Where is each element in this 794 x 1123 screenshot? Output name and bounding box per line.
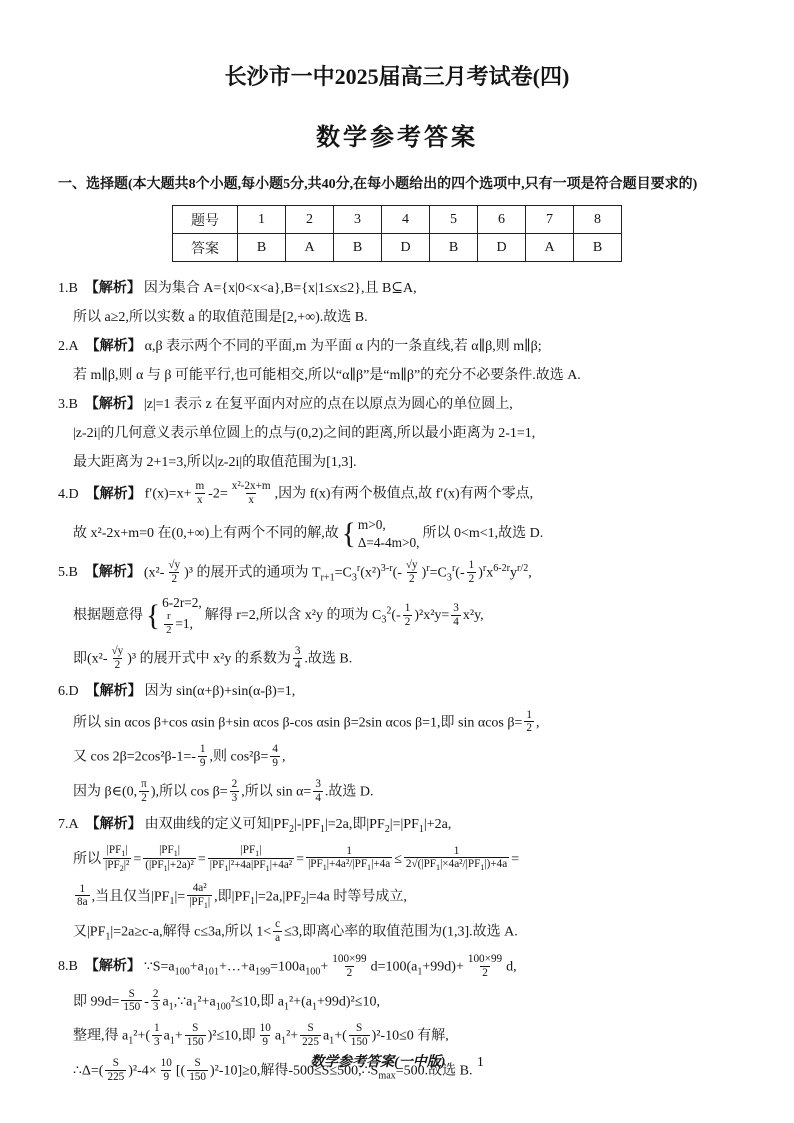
answer-cell: B: [334, 234, 382, 262]
page-number: 1: [476, 1055, 484, 1070]
fraction: $\frac{S}{225}$: [107, 1057, 125, 1083]
fraction: $\frac{100\times 99}{2}$: [332, 952, 367, 979]
solution-line: 根据题意得 { 6-2r=2, $\frac{r}{2}$ =1, 解得 r=2,所以含 x²y 的项为 $C_3^2(-$ $\frac{1}{2}$ )²x²y= $\frac{3}{4}$ x²y,: [58, 594, 736, 637]
solution-block: [58, 336, 736, 386]
solution-label: 8.B: [58, 959, 78, 975]
fraction: $\frac{S}{150}$: [189, 1057, 206, 1083]
solution-line: 5.B 【解析】 (x²- $\frac{√y}{2}$ )³ 的展开式的通项为 $T_{r+1}=C_3^r(x^2)^{3-r}(-$ $\frac{√y}{2}$ )$^r=C_3^r(-$ $\frac{1}{2}$ )$^rx^{6-2r}y^{r/2}$,: [58, 558, 532, 585]
solution-line: 7.A 【解析】 由双曲线的定义可知$|PF_2|-|PF_1|=2a$,即$|PF_2|=|PF_1|+2a$,: [58, 816, 452, 835]
analysis-tag: 【解析】: [85, 816, 142, 832]
fraction: $\frac{√y}{2}$: [168, 558, 181, 585]
fraction: $\frac{m}{x}$: [195, 480, 205, 506]
solution-block: [58, 814, 736, 946]
fraction: $\frac{S}{150}$: [350, 1022, 368, 1049]
solution-line: 若 m∥β,则 α 与 β 可能平行,也可能相交,所以“α∥β”是“m∥β”的充分不必要条件.故选 A.: [73, 368, 581, 383]
fraction: $\frac{3}{4}$: [315, 778, 321, 804]
solution-line: 整理,得 $a_1^2+$( $\frac{1}{3}$ $a_1+$ $\frac{S}{150}$ )²≤10,即 $\frac{10}{9}$ $a_1^2+$ $\frac{S}{225}$ $a_1+$( $\frac{S}{150}$ )²-10≤0 有解,: [73, 1022, 449, 1049]
fraction: $\frac{1}{2}$: [468, 558, 475, 585]
solution-label: 3.B: [58, 397, 78, 412]
fraction: $\frac{1}{|PF_1|+4a^2/|PF_1|+4a}$: [308, 844, 391, 873]
row-header-answer: 答案: [173, 234, 238, 262]
fraction: $\frac{3}{4}$: [294, 644, 301, 671]
footer-label: 数学参考答案(一中版): [310, 1055, 446, 1070]
analysis-tag: 【解析】: [84, 959, 141, 975]
fraction: $\frac{1}{3}$: [154, 1022, 160, 1049]
solution-label: 5.B: [58, 565, 78, 581]
answer-cell: B: [430, 234, 478, 262]
answer-row: [173, 234, 622, 262]
analysis-tag: 【解析】: [84, 565, 141, 581]
solution-line: 即 99d= $\frac{S}{150}$ - $\frac{2}{3}$ $a_1,\because a_1^2+a_{100}^2\le 10$,即 $a_1^2+(a_1+99d)^2\le 10$,: [73, 987, 380, 1014]
fraction: $\frac{|PF_1|}{|PF_1|^2+4a|PF_1|+4a^2}$: [209, 843, 293, 874]
solution-line: 所以 $\frac{|PF_1|}{|PF_2|^2}$ = $\frac{|PF_1|}{(|PF_1|+2a)^2}$ = $\frac{|PF_1|}{|PF_1|^2+4a|PF_1|+4a^2}$ = $\frac{1}{|PF_1|+4a^2/|PF_1|+4a}$ ≤ $\frac{1}{2√(|PF_1|\times 4a^2/|PF_1|)+4a}$ =: [73, 843, 520, 874]
analysis-tag: 【解析】: [85, 339, 142, 354]
solution-line: 1.B 【解析】 因为集合 A={x|0<x<a},B={x|1≤x≤2},且 B⊆A,: [58, 281, 417, 296]
fraction: $\frac{10}{9}$: [259, 1022, 271, 1049]
solution-line: 所以 sin αcos β+cos αsin β+sin αcos β-cos αsin β=2sin αcos β=1,即 sin αcos β= $\frac{1}{2}$ ,: [73, 708, 540, 735]
fraction: $\frac{√y}{2}$: [405, 558, 418, 585]
solution-line: 又 cos 2β=2cos²β-1=- $\frac{1}{9}$ ,则 cos²β= $\frac{4}{9}$ ,: [73, 743, 286, 770]
exam-title: 长沙市一中2025届高三月考试卷(四): [224, 64, 570, 89]
choice-section-heading: 一、选择题(本大题共8个小题,每小题5分,共40分,在每小题给出的四个选项中,只有一项是符合题目要求的): [58, 177, 698, 192]
question-number-cell: 6: [478, 206, 526, 234]
solution-label: 7.A: [58, 816, 79, 832]
fraction: $\frac{|PF_1|}{|PF_2|^2}$: [105, 843, 130, 874]
fraction: $\frac{r}{2}$: [166, 611, 172, 636]
solution-label: 6.D: [58, 683, 79, 699]
question-number-cell: 1: [238, 206, 286, 234]
solution-line: 又$|PF_1|=2a\ge c-a$,解得 c≤3a,所以 1< $\frac{c}{a}$ ≤3,即离心率的取值范围为(1,3].故选 A.: [73, 918, 518, 944]
solution-line: 8.B 【解析】 $\because S=a_{100}+a_{101}+\dots+a_{199}=100a_{100}+$ $\frac{100\times 99}{2}$ $d=100(a_1+99d)+$ $\frac{100\times 99}{2}$ d,: [58, 952, 517, 979]
solution-line: 因为 β∈(0, $\frac{\pi}{2}$ ),所以 cos β= $\frac{2}{3}$ ,所以 sin α= $\frac{3}{4}$ .故选 D.: [73, 778, 374, 804]
fraction: $\frac{S}{150}$: [123, 987, 141, 1014]
solution-line: 4.D 【解析】 f′(x)=x+ $\frac{m}{x}$ -2= $\frac{\text{x²-2x+m}}{x}$ ,因为 f(x)有两个极值点,故 f′(x)有两个零点,: [58, 480, 534, 506]
solution-block: [58, 481, 736, 552]
fraction: $\frac{3}{4}$: [453, 601, 459, 628]
left-brace: {: [146, 600, 161, 633]
cases-system: { m>0, Δ=4-4m>0,: [341, 516, 420, 550]
solution-block: [58, 278, 736, 328]
fraction: $\frac{S}{150}$: [186, 1022, 204, 1049]
solution-line: ∴Δ=( $\frac{S}{225}$ )²-4× $\frac{10}{9}$ [( $\frac{S}{150}$ )²-10]≥0,解得$-500\le S\le 500,\therefore S_{max}=500$.故选 B.: [73, 1057, 473, 1083]
answer-table: [172, 205, 622, 262]
fraction: $\frac{2}{3}$: [152, 987, 159, 1014]
solution-line: 最大距离为 2+1=3,所以|z-2i|的取值范围为[1,3].: [73, 455, 357, 470]
fraction: $\frac{|PF_1|}{(|PF_1|+2a)^2}$: [145, 843, 194, 874]
solution-label: 1.B: [58, 281, 78, 296]
fraction: $\frac{√y}{2}$: [111, 644, 124, 671]
fraction: $\frac{\text{x²-2x+m}}{x}$: [231, 480, 271, 506]
fraction: $\frac{1}{2√(|PF_1|\times 4a^2/|PF_1|)+4a}$: [405, 844, 508, 873]
fraction: $\frac{\text{4a²}}{|PF_1|}$: [189, 881, 211, 910]
solution-block: [58, 560, 736, 673]
left-brace: {: [341, 517, 356, 550]
answer-cell: D: [382, 234, 430, 262]
answer-cell: B: [574, 234, 622, 262]
fraction: $\frac{2}{3}$: [231, 778, 238, 804]
question-number-cell: 3: [334, 206, 382, 234]
analysis-tag: 【解析】: [84, 281, 141, 296]
solution-line: 6.D 【解析】 因为 sin(α+β)+sin(α-β)=1,: [58, 683, 296, 699]
solution-label: 4.D: [58, 486, 79, 502]
solution-line: |z-2i|的几何意义表示单位圆上的点与(0,2)之间的距离,所以最小距离为 2-1=1,: [73, 426, 536, 441]
solution-line: 所以 a≥2,所以实数 a 的取值范围是[2,+∞).故选 B.: [73, 310, 368, 325]
answers-title: 数学参考答案: [316, 125, 478, 151]
cases-system: { 6-2r=2, $\frac{r}{2}$ =1,: [146, 595, 202, 636]
question-number-cell: 5: [430, 206, 478, 234]
fraction: $\frac{\pi}{2}$: [141, 778, 147, 804]
solution-block: [58, 681, 736, 806]
solution-line: 3.B 【解析】 |z|=1 表示 z 在复平面内对应的点在以原点为圆心的单位圆上,: [58, 397, 513, 412]
analysis-tag: 【解析】: [85, 486, 142, 502]
fraction: $\frac{100\times 99}{2}$: [467, 952, 503, 979]
question-number-cell: 4: [382, 206, 430, 234]
fraction: $\frac{10}{9}$: [160, 1057, 172, 1083]
page-footer: [0, 1051, 794, 1071]
solution-line: $\frac{1}{8a}$ ,当且仅当$|PF_1|=$ $\frac{\text{4a²}}{|PF_1|}$ ,即$|PF_1|=2a,|PF_2|=4a$ 时等号成立,: [77, 881, 407, 910]
fraction: $\frac{S}{225}$: [302, 1022, 319, 1049]
solution-line: 2.A 【解析】 α,β 表示两个不同的平面,m 为平面 α 内的一条直线,若 α∥β,则 m∥β;: [58, 339, 542, 354]
fraction: $\frac{c}{a}$: [275, 918, 281, 944]
fraction: $\frac{1}{2}$: [526, 708, 532, 735]
question-number-cell: 7: [526, 206, 574, 234]
answer-cell: A: [286, 234, 334, 262]
answer-cell: A: [526, 234, 574, 262]
analysis-tag: 【解析】: [84, 397, 141, 412]
question-number-cell: 2: [286, 206, 334, 234]
analysis-tag: 【解析】: [85, 683, 142, 699]
answer-cell: B: [238, 234, 286, 262]
solutions-list: [58, 278, 736, 1085]
solution-line: 故 x²-2x+m=0 在(0,+∞)上有两个不同的解,故 { m>0, Δ=4-4m>0, 所以 0<m<1,故选 D.: [73, 516, 544, 550]
question-number-cell: 8: [574, 206, 622, 234]
solution-block: [58, 394, 736, 473]
answer-cell: D: [478, 234, 526, 262]
fraction: $\frac{4}{9}$: [272, 743, 278, 770]
fraction: $\frac{1}{2}$: [404, 601, 411, 628]
solution-label: 2.A: [58, 339, 79, 354]
fraction: $\frac{1}{8a}$: [77, 882, 88, 909]
fraction: $\frac{1}{9}$: [199, 743, 206, 770]
question-number-row: [173, 206, 622, 234]
solution-line: 即(x²- $\frac{√y}{2}$ )³ 的展开式中 x²y 的系数为 $\frac{3}{4}$ .故选 B.: [73, 644, 353, 671]
row-header-question: 题号: [173, 206, 238, 234]
